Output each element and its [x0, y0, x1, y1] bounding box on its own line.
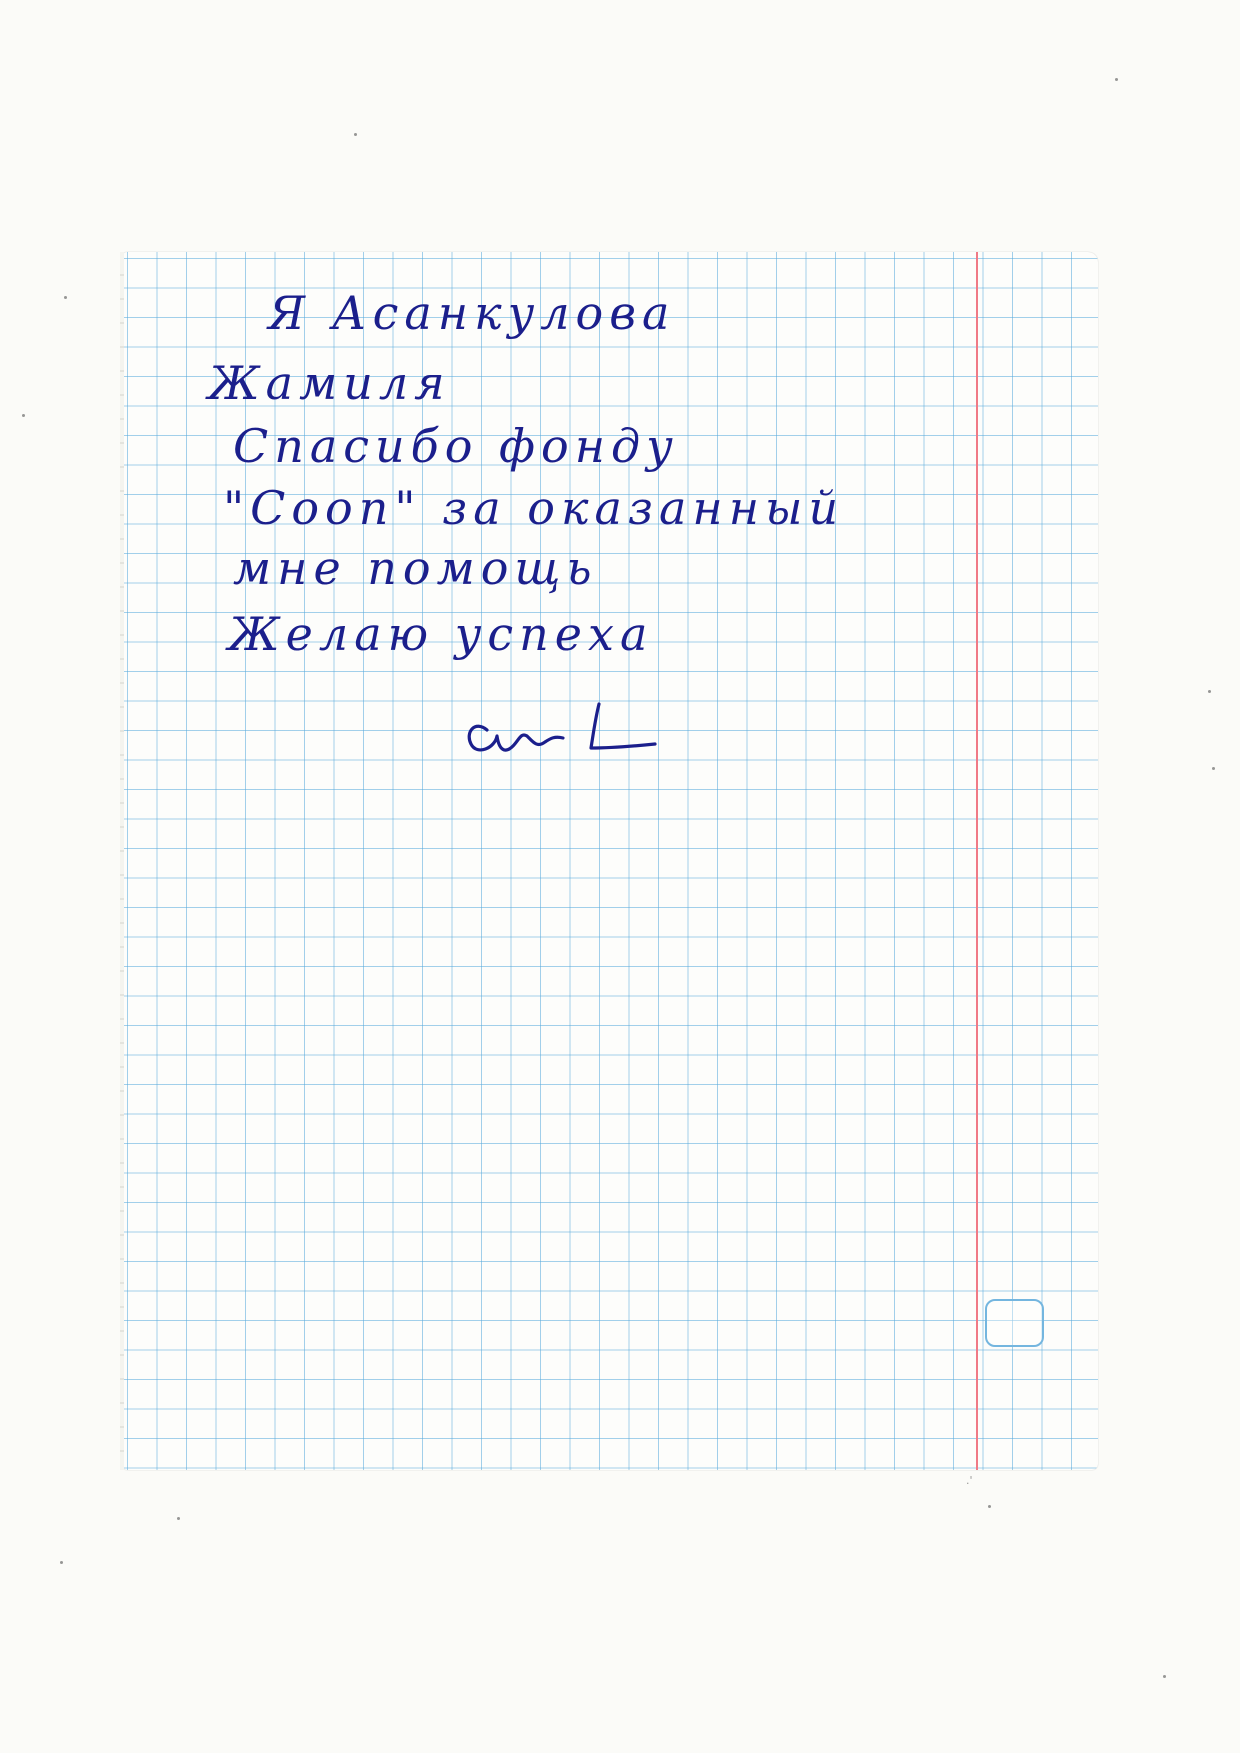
scan-speck	[1208, 690, 1211, 693]
handwritten-line: Я Асанкулова	[268, 286, 676, 340]
scan-speck	[64, 296, 67, 299]
scan-speck	[354, 133, 357, 136]
handwritten-line: Желаю успеха	[228, 607, 654, 661]
rounded-stamp-box	[985, 1299, 1044, 1347]
scan-speck	[60, 1561, 63, 1564]
scan-corner-mark: .'	[966, 1474, 973, 1487]
handwritten-line: мне помощь	[233, 541, 598, 595]
scan-speck	[177, 1517, 180, 1520]
signature	[469, 704, 655, 750]
handwritten-line: "Сооп" за оказанный	[223, 481, 845, 535]
scan-speck	[1163, 1675, 1166, 1678]
scan-speck	[22, 414, 25, 417]
scan-speck	[1212, 767, 1215, 770]
signature-stroke	[591, 704, 655, 748]
scan-speck	[1115, 78, 1118, 81]
handwritten-letter	[123, 252, 1098, 812]
scan-speck	[988, 1505, 991, 1508]
handwritten-line: Жамиля	[208, 356, 451, 410]
signature-stroke	[469, 726, 563, 750]
handwritten-line: Спасибо фонду	[233, 419, 679, 473]
